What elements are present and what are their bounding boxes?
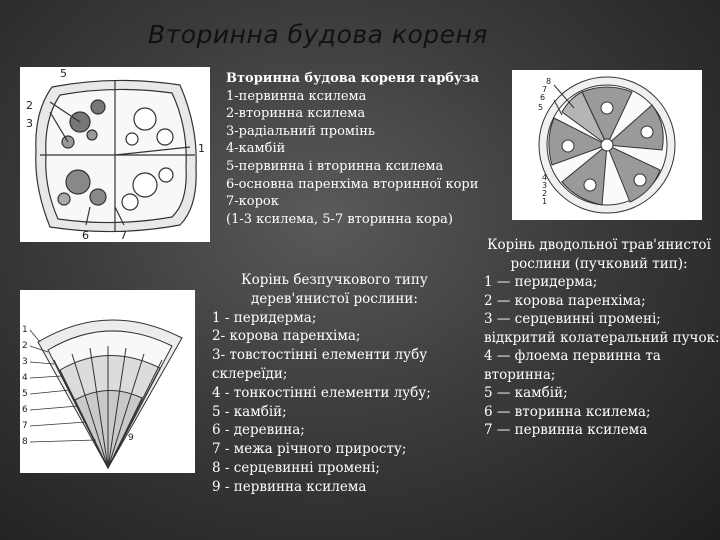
woody-label-2: 2 — [22, 341, 28, 351]
pumpkin-item: 4-камбій — [226, 141, 286, 157]
pumpkin-item: 7-корок — [226, 194, 279, 210]
dicot-item: 1 — перидерма; — [484, 274, 598, 290]
dicot-label-8: 8 — [546, 77, 552, 86]
dicot-heading: Корінь дводольної трав'янистої — [487, 237, 711, 253]
woody-item: 1 - перидерма; — [212, 309, 317, 326]
woody-item: 3- товстостінні елементи лубу — [212, 347, 428, 364]
dicot-item: 7 — первинна ксилема — [484, 422, 648, 438]
dicot-label-3: 3 — [542, 181, 548, 190]
pumpkin-item: 2-вторинна ксилема — [226, 106, 366, 122]
dicot-legend — [484, 236, 720, 440]
pumpkin-legend — [226, 70, 479, 228]
pumpkin-label-6: 6 — [82, 229, 89, 242]
pumpkin-heading: Вторинна будова кореня гарбуза — [226, 71, 479, 86]
dicot-item: 6 — вторинна ксилема; — [484, 403, 651, 420]
woody-item: 2- корова паренхіма; — [212, 328, 361, 345]
pumpkin-item: 6-основна паренхіма вторинної кори — [226, 176, 479, 192]
woody-item: склереїди; — [212, 365, 288, 382]
woody-label-6: 6 — [22, 405, 28, 415]
pumpkin-label-2: 2 — [26, 99, 33, 112]
dicot-item: вторинна; — [484, 366, 556, 383]
pumpkin-label-7: 7 — [120, 229, 127, 242]
woody-label-4: 4 — [22, 373, 28, 383]
woody-item: 6 - деревина; — [212, 422, 305, 439]
pumpkin-item: 5-первинна і вторинна ксилема — [226, 158, 444, 174]
woody-item: 5 - камбій; — [212, 403, 287, 420]
woody-label-7: 7 — [22, 421, 28, 431]
dicot-root-figure — [512, 70, 702, 220]
pumpkin-label-3: 3 — [26, 117, 33, 130]
slide-title: Вторинна будова кореня — [148, 20, 488, 49]
woody-item: 8 - серцевинні промені; — [212, 459, 380, 476]
dicot-item: 2 — корова паренхіма; — [484, 292, 646, 309]
pumpkin-item: 1-первинна ксилема — [226, 88, 367, 104]
dicot-label-1: 1 — [542, 197, 548, 206]
pumpkin-root-figure — [20, 67, 210, 242]
dicot-item: відкритий колатеральний пучок: — [484, 329, 720, 346]
woody-item: 9 - первинна ксилема — [212, 478, 367, 495]
woody-item: 4 - тонкостінні елементи лубу; — [212, 384, 431, 401]
dicot-item: 3 — серцевинні промені; — [484, 311, 661, 327]
woody-label-9: 9 — [128, 433, 134, 443]
woody-label-3: 3 — [22, 357, 28, 367]
pumpkin-label-5: 5 — [60, 67, 67, 80]
dicot-heading: рослини (пучковий тип): — [510, 255, 688, 272]
dicot-label-4: 4 — [542, 173, 548, 182]
pumpkin-item: (1-3 ксилема, 5-7 вторинна кора) — [226, 211, 453, 227]
woody-heading: Корінь безпучкового типу — [241, 272, 428, 288]
woody-item: 7 - межа річного приросту; — [212, 441, 407, 458]
woody-label-8: 8 — [22, 437, 28, 447]
dicot-label-2: 2 — [542, 189, 548, 198]
woody-label-1: 1 — [22, 325, 28, 335]
pumpkin-item: 3-радіальний промінь — [226, 123, 375, 139]
woody-root-figure — [20, 290, 195, 473]
dicot-label-5: 5 — [538, 103, 544, 112]
dicot-item: 4 — флоема первинна та — [484, 348, 661, 364]
pumpkin-label-1: 1 — [198, 142, 205, 155]
dicot-item: 5 — камбій; — [484, 385, 568, 401]
woody-heading: дерев'янистої рослини: — [251, 290, 418, 307]
woody-legend — [212, 271, 457, 497]
dicot-label-6: 6 — [540, 93, 546, 102]
woody-label-5: 5 — [22, 389, 28, 399]
dicot-label-7: 7 — [542, 85, 548, 94]
